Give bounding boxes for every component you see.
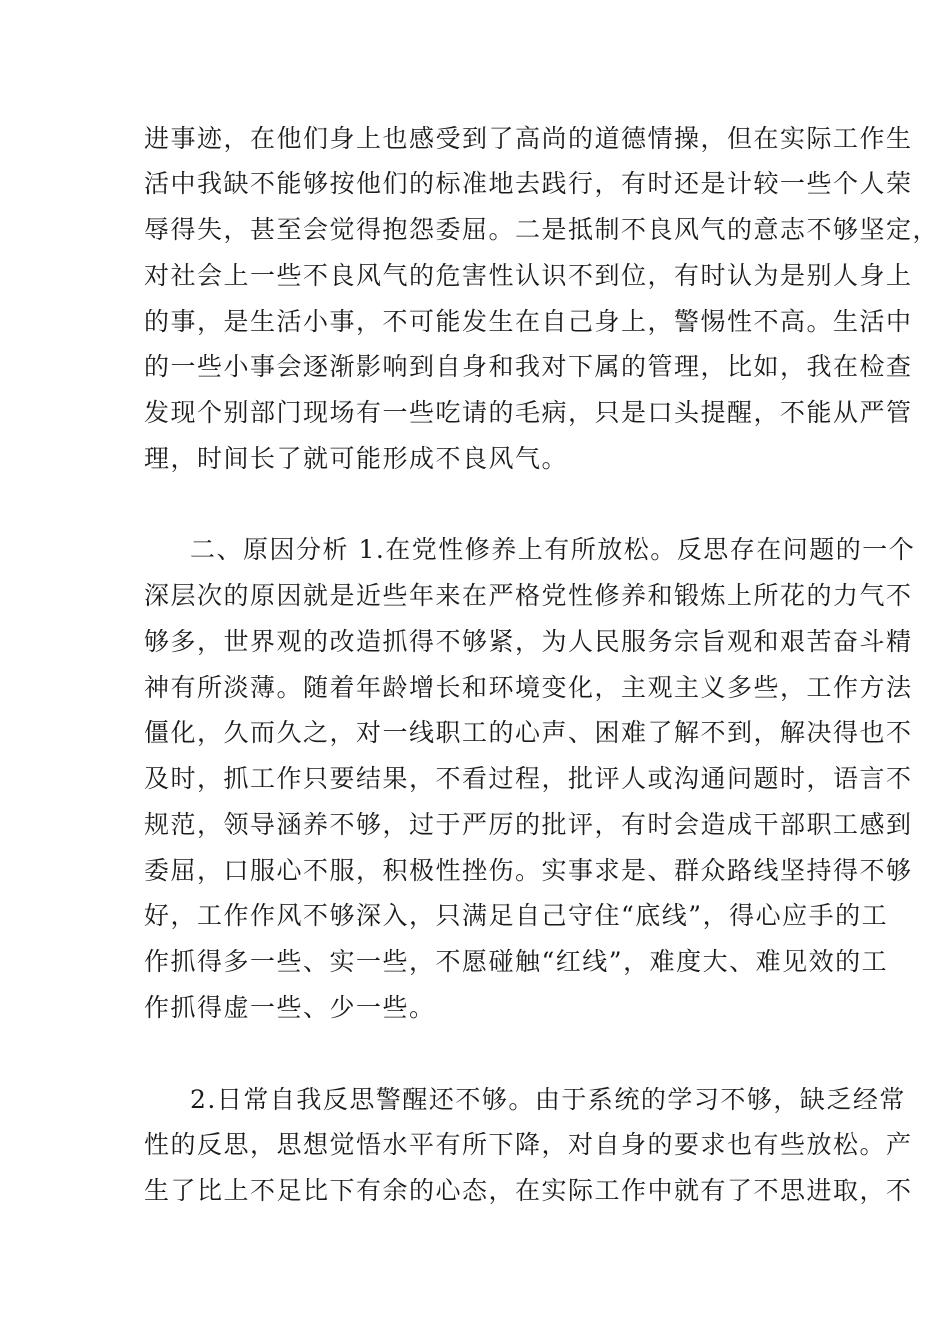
text-line-8: 理，时间长了就可能形成不良风气。 [144,444,569,473]
text-line-17: 好，工作作风不够深入，只满足自己守住“底线”，得心应手的工 [144,901,889,930]
text-line-1: 进事迹，在他们身上也感受到了高尚的道德情操，但在实际工作生 [144,124,913,153]
paragraph-start-cause-analysis: 二、原因分析 1.在党性修养上有所放松。反思存在问题的一个 [190,535,916,564]
text-line-15: 规范，领导涵养不够，过于严厉的批评，有时会造成干部职工感到 [144,810,913,839]
text-line-7: 发现个别部门现场有一些吃请的毛病，只是口头提醒，不能从严管 [144,398,913,427]
text-line-13: 僵化，久而久之，对一线职工的心声、困难了解不到，解决得也不 [144,718,913,747]
text-line-14: 及时，抓工作只要结果，不看过程，批评人或沟通问题时，语言不 [144,764,913,793]
text-line-6: 的一些小事会逐渐影响到自身和我对下属的管理，比如，我在检查 [144,352,913,381]
text-line-12: 神有所淡薄。随着年龄增长和环境变化，主观主义多些，工作方法 [144,673,913,702]
text-line-16: 委屈，口服心不服，积极性挫伤。实事求是、群众路线坚持得不够 [144,856,913,885]
text-line-3: 辱得失，甚至会觉得抱怨委屈。二是抵制不良风气的意志不够坚定， [144,215,940,244]
paragraph-start-self-reflection: 2.日常自我反思警醒还不够。由于系统的学习不够，缺乏经常 [190,1085,906,1114]
text-line-4: 对社会上一些不良风气的危害性认识不到位，有时认为是别人身上 [144,261,913,290]
text-line-19: 作抓得虚一些、少一些。 [144,993,436,1022]
text-line-5: 的事，是生活小事，不可能发生在自己身上，警惕性不高。生活中 [144,307,913,336]
text-line-21: 性的反思，思想觉悟水平有所下降，对自身的要求也有些放松。产 [144,1130,913,1159]
text-line-10: 深层次的原因就是近些年来在严格党性修养和锻炼上所花的力气不 [144,581,913,610]
text-line-2: 活中我缺不能够按他们的标准地去践行，有时还是计较一些个人荣 [144,169,913,198]
text-line-18: 作抓得多一些、实一些，不愿碰触“红线”，难度大、难见效的工 [144,947,889,976]
text-line-11: 够多，世界观的改造抓得不够紧，为人民服务宗旨观和艰苦奋斗精 [144,627,913,656]
text-line-22: 生了比上不足比下有余的心态，在实际工作中就有了不思进取，不 [144,1176,913,1205]
